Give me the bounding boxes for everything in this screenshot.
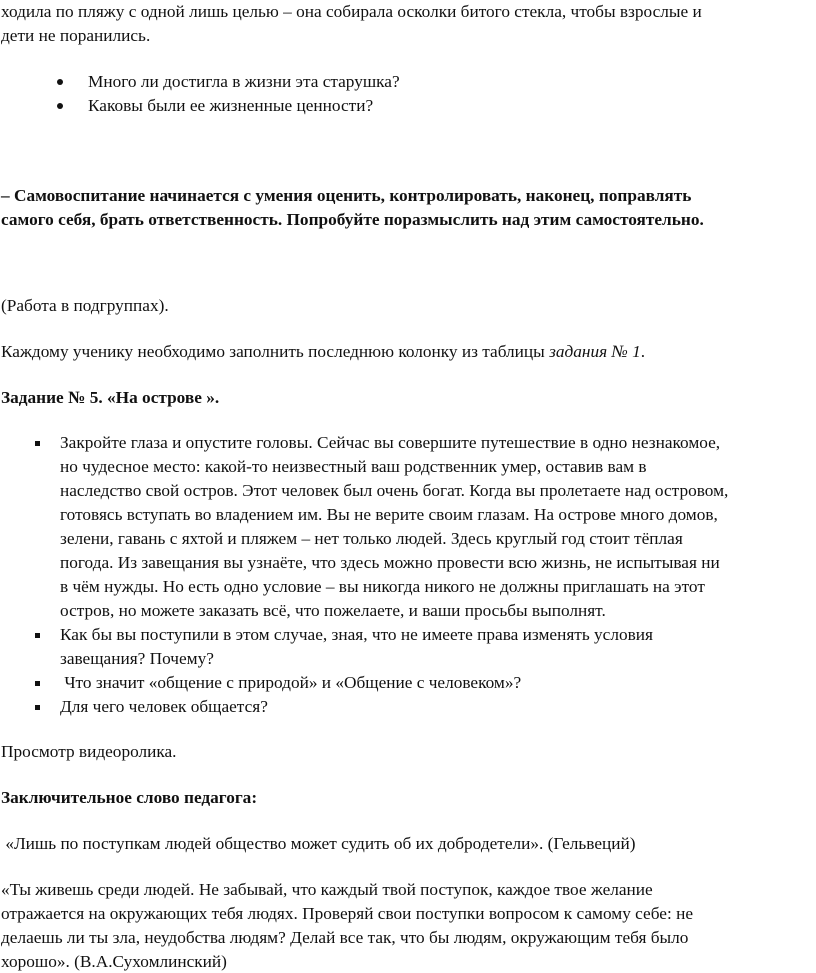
bold-note-line-1: – Самовоспитание начинается с умения оценить, контролировать, наконец, поправлять	[1, 186, 692, 205]
instruction-text	[1, 341, 645, 363]
bullet-square-icon	[35, 705, 40, 710]
question-text: Каковы были ее жизненные ценности?	[88, 96, 374, 115]
bullet-square-icon	[35, 633, 40, 638]
video-text: Просмотр видеоролика.	[1, 742, 177, 761]
quote-sukhomlinsky-line: хорошо». (В.А.Сухомлинский)	[1, 952, 227, 971]
quote-sukhomlinsky-line: отражается на окружающих тебя людях. Проверяй свои поступки вопросом к самому себе: не	[1, 904, 693, 923]
task-item-line: наследство свой остров. Этот человек был очень богат. Когда вы пролетаете над островом,	[60, 481, 729, 500]
group-work-text: (Работа в подгруппах).	[1, 296, 169, 315]
instruction-main: Каждому ученику необходимо заполнить последнюю колонку из таблицы	[1, 342, 550, 361]
task-item-line: зелени, гавань с яхтой и пляжем – нет только людей. Здесь круглый год стоит тёплая	[60, 529, 683, 548]
quote-sukhomlinsky-line: делаешь ли ты зла, неудобства людям? Делай все так, что бы людям, окружающим тебя было	[1, 928, 689, 947]
task-item-line: остров, но можете заказать всё, что пожелаете, и ваши просьбы выполнят.	[60, 601, 606, 620]
bold-note-line-2: самого себя, брать ответственность. Попробуйте поразмыслить над этим самостоятельно.	[1, 210, 704, 229]
bullet-dot-icon	[57, 103, 63, 109]
task-item-line: Как бы вы поступили в этом случае, зная, что не имеете права изменять условия	[60, 625, 653, 644]
instruction-task-ref: задания № 1	[549, 342, 641, 361]
instruction-end: .	[640, 342, 646, 361]
task-item-line: готовясь вступать во владением им. Вы не верите своим глазам. На острове много домов,	[60, 505, 718, 524]
final-title: Заключительное слово педагога:	[1, 788, 258, 807]
task-title: Задание № 5. «На острове ».	[1, 388, 220, 407]
intro-line-1: ходила по пляжу с одной лишь целью – она собирала осколки битого стекла, чтобы взрослые и	[1, 2, 702, 21]
bullet-square-icon	[35, 441, 40, 446]
task-item-line: но чудесное место: какой-то неизвестный ваш родственник умер, оставив вам в	[60, 457, 647, 476]
quote-sukhomlinsky-line: «Ты живешь среди людей. Не забывай, что каждый твой поступок, каждое твое желание	[1, 880, 653, 899]
task-item-line: Что значит «общение с природой» и «Общение с человеком»?	[60, 673, 522, 692]
question-text: Много ли достигла в жизни эта старушка?	[88, 72, 400, 91]
bullet-dot-icon	[57, 79, 63, 85]
bullet-square-icon	[35, 681, 40, 686]
task-item-line: Для чего человек общается?	[60, 697, 268, 716]
task-item-line: в чём нужды. Но есть одно условие – вы никогда никого не должны приглашать на этот	[60, 577, 705, 596]
quote-helvetius: «Лишь по поступкам людей общество может судить об их добродетели». (Гельвеций)	[1, 834, 636, 853]
task-item-line: завещания? Почему?	[60, 649, 214, 668]
task-item-line: погода. Из завещания вы узнаёте, что здесь можно провести всю жизнь, не испытывая ни	[60, 553, 720, 572]
task-item-line: Закройте глаза и опустите головы. Сейчас вы совершите путешествие в одно незнакомое,	[60, 433, 721, 452]
intro-line-2: дети не поранились.	[1, 26, 151, 45]
